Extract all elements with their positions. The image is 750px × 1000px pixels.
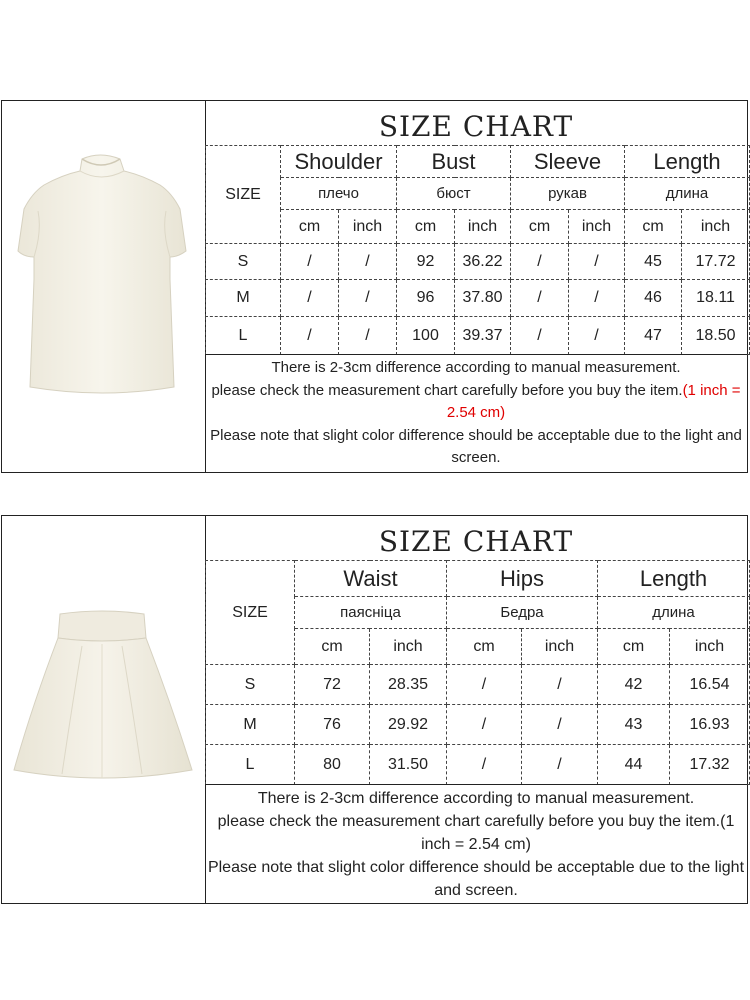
table-row <box>206 745 750 785</box>
table-cell: / <box>281 317 339 355</box>
table-cell: 45 <box>625 244 682 280</box>
table-cell: / <box>522 705 598 745</box>
column-header-shoulder: Shoulder <box>281 146 397 178</box>
unit-label: cm <box>447 629 522 665</box>
measurement-notes <box>205 354 747 472</box>
measurement-notes <box>205 784 747 903</box>
chart-title: SIZE CHART <box>378 110 574 143</box>
table-cell: / <box>569 317 625 355</box>
table-cell: 37.80 <box>455 280 511 317</box>
table-cell: 39.37 <box>455 317 511 355</box>
table-cell: 100 <box>397 317 455 355</box>
table-cell: / <box>522 745 598 785</box>
table-cell: / <box>511 317 569 355</box>
table-cell: 17.72 <box>682 244 750 280</box>
unit-label: cm <box>511 210 569 244</box>
table-row <box>206 244 750 280</box>
unit-label: cm <box>397 210 455 244</box>
table-cell: 72 <box>295 665 370 705</box>
bottom-product-image-cell <box>2 516 206 903</box>
table-cell: / <box>511 280 569 317</box>
table-cell: 42 <box>598 665 670 705</box>
unit-label: cm <box>281 210 339 244</box>
top-size-chart-panel <box>1 100 748 473</box>
note-inch-conversion: (1 inch = 2.54 cm) <box>446 381 741 421</box>
table-row <box>206 705 750 745</box>
size-header: SIZE <box>206 561 295 665</box>
unit-label: inch <box>339 210 397 244</box>
top-product-image-cell <box>2 101 206 472</box>
size-cell: M <box>206 705 295 745</box>
unit-label: cm <box>295 629 370 665</box>
column-header-bust: Bust <box>397 146 511 178</box>
table-cell: 16.54 <box>670 665 750 705</box>
table-cell: / <box>339 280 397 317</box>
size-cell: S <box>206 665 295 705</box>
table-cell: / <box>281 280 339 317</box>
column-subheader-hips: Бедра <box>447 597 598 629</box>
size-cell: M <box>206 280 281 317</box>
table-cell: / <box>511 244 569 280</box>
table-cell: 47 <box>625 317 682 355</box>
column-subheader-sleeve: рукав <box>511 178 625 210</box>
chart-title: SIZE CHART <box>378 525 574 558</box>
bottom-size-chart-panel <box>1 515 748 904</box>
table-cell: 17.32 <box>670 745 750 785</box>
column-header-waist: Waist <box>295 561 447 597</box>
bottom-size-chart <box>205 516 747 903</box>
column-header-length: Length <box>598 561 750 597</box>
column-subheader-length: длина <box>625 178 750 210</box>
table-cell: / <box>522 665 598 705</box>
table-cell: 80 <box>295 745 370 785</box>
unit-label: inch <box>370 629 447 665</box>
note-measurement-difference: There is 2-3cm difference according to manual measurement. <box>257 790 695 807</box>
table-cell: 18.11 <box>682 280 750 317</box>
table-cell: / <box>569 280 625 317</box>
table-cell: 44 <box>598 745 670 785</box>
note-color-difference: Please note that slight color difference should be acceptable due to the light and screen. <box>207 859 745 899</box>
top-size-chart <box>205 101 747 472</box>
unit-label: inch <box>522 629 598 665</box>
table-cell: 92 <box>397 244 455 280</box>
table-cell: 16.93 <box>670 705 750 745</box>
column-subheader-waist: паясніца <box>295 597 447 629</box>
note-check-chart-text: please check the measurement chart carefully before you buy the item. <box>211 381 683 399</box>
note-measurement-difference: There is 2-3cm difference according to manual measurement. <box>271 359 681 376</box>
unit-label: cm <box>598 629 670 665</box>
table-cell: / <box>281 244 339 280</box>
unit-label: inch <box>682 210 750 244</box>
unit-label: inch <box>670 629 750 665</box>
sleeveless-top-image <box>2 101 205 472</box>
table-cell: 29.92 <box>370 705 447 745</box>
table-cell: 36.22 <box>455 244 511 280</box>
column-header-length: Length <box>625 146 750 178</box>
unit-label: inch <box>455 210 511 244</box>
column-header-sleeve: Sleeve <box>511 146 625 178</box>
column-subheader-bust: бюст <box>397 178 511 210</box>
table-cell: / <box>447 705 522 745</box>
table-cell: 31.50 <box>370 745 447 785</box>
table-cell: 46 <box>625 280 682 317</box>
unit-label: cm <box>625 210 682 244</box>
table-cell: 43 <box>598 705 670 745</box>
top-size-table <box>205 145 750 355</box>
unit-label: inch <box>569 210 625 244</box>
table-cell: 18.50 <box>682 317 750 355</box>
bottom-size-table <box>205 560 750 785</box>
table-cell: / <box>569 244 625 280</box>
note-check-chart: please check the measurement chart carefully before you buy the item.(1 inch = 2.54 cm) <box>217 813 735 853</box>
table-row <box>206 317 750 355</box>
size-header: SIZE <box>206 146 281 244</box>
size-cell: L <box>206 745 295 785</box>
note-color-difference: Please note that slight color difference should be acceptable due to the light and screen. <box>210 426 742 466</box>
column-header-hips: Hips <box>447 561 598 597</box>
table-row <box>206 665 750 705</box>
table-cell: / <box>447 665 522 705</box>
table-cell: 76 <box>295 705 370 745</box>
size-cell: S <box>206 244 281 280</box>
table-row <box>206 280 750 317</box>
column-subheader-length: длина <box>598 597 750 629</box>
table-cell: / <box>339 244 397 280</box>
table-cell: / <box>447 745 522 785</box>
column-subheader-shoulder: плечо <box>281 178 397 210</box>
table-cell: 28.35 <box>370 665 447 705</box>
table-cell: / <box>339 317 397 355</box>
size-cell: L <box>206 317 281 355</box>
skirt-image <box>2 516 205 903</box>
note-check-chart <box>207 380 745 425</box>
table-cell: 96 <box>397 280 455 317</box>
